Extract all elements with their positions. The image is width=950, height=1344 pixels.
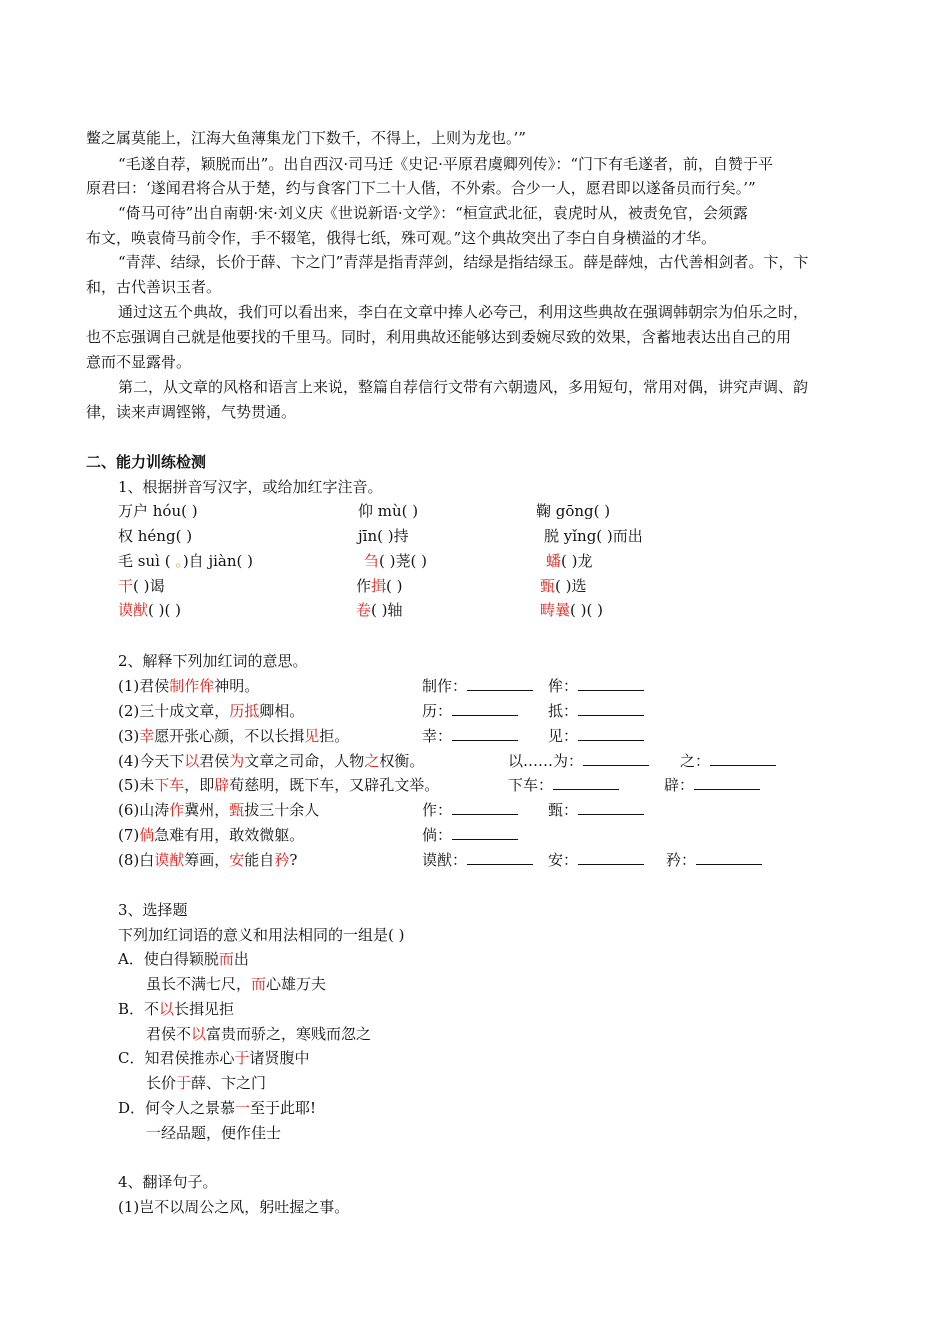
passage-line: 原君曰：‘遂闻君将合从于楚，约与食客门下二十人偕，不外索。合少一人，愿君即以遂备员而行矣。’” bbox=[86, 179, 756, 197]
passage-line: 意而不显露骨。 bbox=[86, 353, 192, 371]
pinyin-item: 毛 suì ( 。)自 jiàn( ) bbox=[118, 552, 253, 570]
passage-line: 鳖之属莫能上，江海大鱼薄集龙门下数千，不得上，上则为龙也。’” bbox=[86, 129, 526, 147]
answer-blank[interactable]: 谟猷： bbox=[422, 850, 533, 870]
choice-option-d-line2: 一经品题，便作佳士 bbox=[146, 1124, 282, 1142]
explain-sentence: (2)三十成文章，历抵卿相。 bbox=[118, 702, 305, 720]
question-title: 4、翻译句子。 bbox=[118, 1173, 218, 1191]
answer-blank[interactable]: 侔： bbox=[548, 676, 644, 696]
pinyin-item: 卷( )轴 bbox=[356, 601, 403, 619]
translate-sentence: (1)岂不以周公之风，躬吐握之事。 bbox=[118, 1198, 350, 1216]
answer-blank[interactable]: 之： bbox=[680, 751, 776, 771]
answer-blank[interactable]: 下车： bbox=[508, 775, 619, 795]
pinyin-item: 干( )谒 bbox=[118, 577, 165, 595]
pinyin-item: 权 héng( ) bbox=[118, 527, 193, 545]
passage-line: 第二，从文章的风格和语言上来说，整篇自荐信行文带有六朝遗风，多用短句，常用对偶，讲究声调、韵 bbox=[118, 378, 809, 396]
answer-blank[interactable]: 抵： bbox=[548, 701, 644, 721]
answer-blank[interactable]: 作： bbox=[422, 800, 518, 820]
pinyin-item: 蟠( )龙 bbox=[546, 552, 593, 570]
choice-option-b-line2: 君侯不以富贵而骄之，寒贱而忽之 bbox=[146, 1025, 372, 1043]
explain-sentence: (3)幸愿开张心颜，不以长揖见拒。 bbox=[118, 727, 350, 745]
answer-blank[interactable]: 制作： bbox=[422, 676, 533, 696]
choice-option-d[interactable]: D．何令人之景慕一至于此耶! bbox=[118, 1099, 317, 1117]
pinyin-item: 谟猷( )( ) bbox=[118, 601, 181, 619]
passage-line: “倚马可待”出自南朝·宋·刘义庆《世说新语·文学》：“桓宣武北征，袁虎时从，被责免官，会须露 bbox=[118, 204, 748, 222]
explain-sentence: (1)君侯制作侔神明。 bbox=[118, 677, 260, 695]
question-title: 2、解释下列加红词的意思。 bbox=[118, 652, 308, 670]
explain-sentence: (5)未下车，即辟荀慈明，既下车，又辟孔文举。 bbox=[118, 776, 440, 794]
answer-blank[interactable]: 以……为： bbox=[508, 751, 649, 771]
pinyin-item: 畴曩( )( ) bbox=[540, 601, 603, 619]
question-stem: 下列加红词语的意义和用法相同的一组是( ) bbox=[118, 926, 405, 944]
answer-blank[interactable]: 矜： bbox=[666, 850, 762, 870]
explain-sentence: (6)山涛作冀州，甄拔三十余人 bbox=[118, 801, 320, 819]
answer-blank[interactable]: 安： bbox=[548, 850, 644, 870]
answer-blank[interactable]: 辟： bbox=[664, 775, 760, 795]
question-title: 1、根据拼音写汉字，或给加红字注音。 bbox=[118, 478, 383, 496]
explain-sentence: (8)白谟猷筹画，安能自矜? bbox=[118, 851, 298, 869]
answer-blank[interactable]: 见： bbox=[548, 726, 644, 746]
pinyin-item: 鞠 gōng( ) bbox=[536, 502, 611, 520]
explain-sentence: (7)倘急难有用，敢效微躯。 bbox=[118, 826, 305, 844]
pinyin-item: 刍( )荛( ) bbox=[364, 552, 427, 570]
answer-blank[interactable]: 倘： bbox=[422, 825, 518, 845]
choice-option-b[interactable]: B．不以长揖见拒 bbox=[118, 1000, 235, 1018]
question-title: 3、选择题 bbox=[118, 901, 188, 919]
passage-line: 布文，唤袁倚马前令作，手不辍笔，俄得七纸，殊可观。”这个典故突出了李白自身横溢的才华。 bbox=[86, 229, 717, 247]
answer-blank[interactable]: 幸： bbox=[422, 726, 518, 746]
choice-option-c[interactable]: C．知君侯推赤心于诸贤腹中 bbox=[118, 1049, 310, 1067]
choice-option-a[interactable]: A．使白得颖脱而出 bbox=[118, 950, 249, 968]
pinyin-item: 仰 mù( ) bbox=[358, 502, 419, 520]
passage-line: “毛遂自荐，颖脱而出”。出自西汉·司马迁《史记·平原君虞卿列传》：“门下有毛遂者，前，自赞于平 bbox=[118, 155, 774, 173]
choice-option-c-line2: 长价于薛、卞之门 bbox=[146, 1074, 267, 1092]
passage-line: 和，古代善识玉者。 bbox=[86, 278, 222, 296]
pinyin-item: 万户 hóu( ) bbox=[118, 502, 198, 520]
pinyin-item: jīn( )持 bbox=[358, 527, 409, 545]
passage-line: 也不忘强调自己就是他要找的千里马。同时，利用典故还能够达到委婉尽致的效果，含蓄地表达出自己的用 bbox=[86, 328, 792, 346]
choice-option-a-line2: 虽长不满七尺，而心雄万夫 bbox=[146, 975, 327, 993]
passage-line: 律，读来声调铿锵，气势贯通。 bbox=[86, 403, 297, 421]
pinyin-item: 甄( )选 bbox=[540, 577, 587, 595]
section-title: 二、能力训练检测 bbox=[86, 453, 207, 471]
explain-sentence: (4)今天下以君侯为文章之司命，人物之权衡。 bbox=[118, 752, 425, 770]
passage-line: “青萍、结绿，长价于薛、卞之门”青萍是指青萍剑，结绿是指结绿玉。薛是薛烛，古代善相剑者。卞，卞 bbox=[118, 253, 809, 271]
answer-blank[interactable]: 甄： bbox=[548, 800, 644, 820]
pinyin-item: 脱 yǐng( )而出 bbox=[544, 527, 643, 545]
answer-blank[interactable]: 历： bbox=[422, 701, 518, 721]
pinyin-item: 作揖( ) bbox=[356, 577, 403, 595]
passage-line: 通过这五个典故，我们可以看出来，李白在文章中捧人必夸己，利用这些典故在强调韩朝宗为伯乐之时， bbox=[118, 303, 809, 321]
